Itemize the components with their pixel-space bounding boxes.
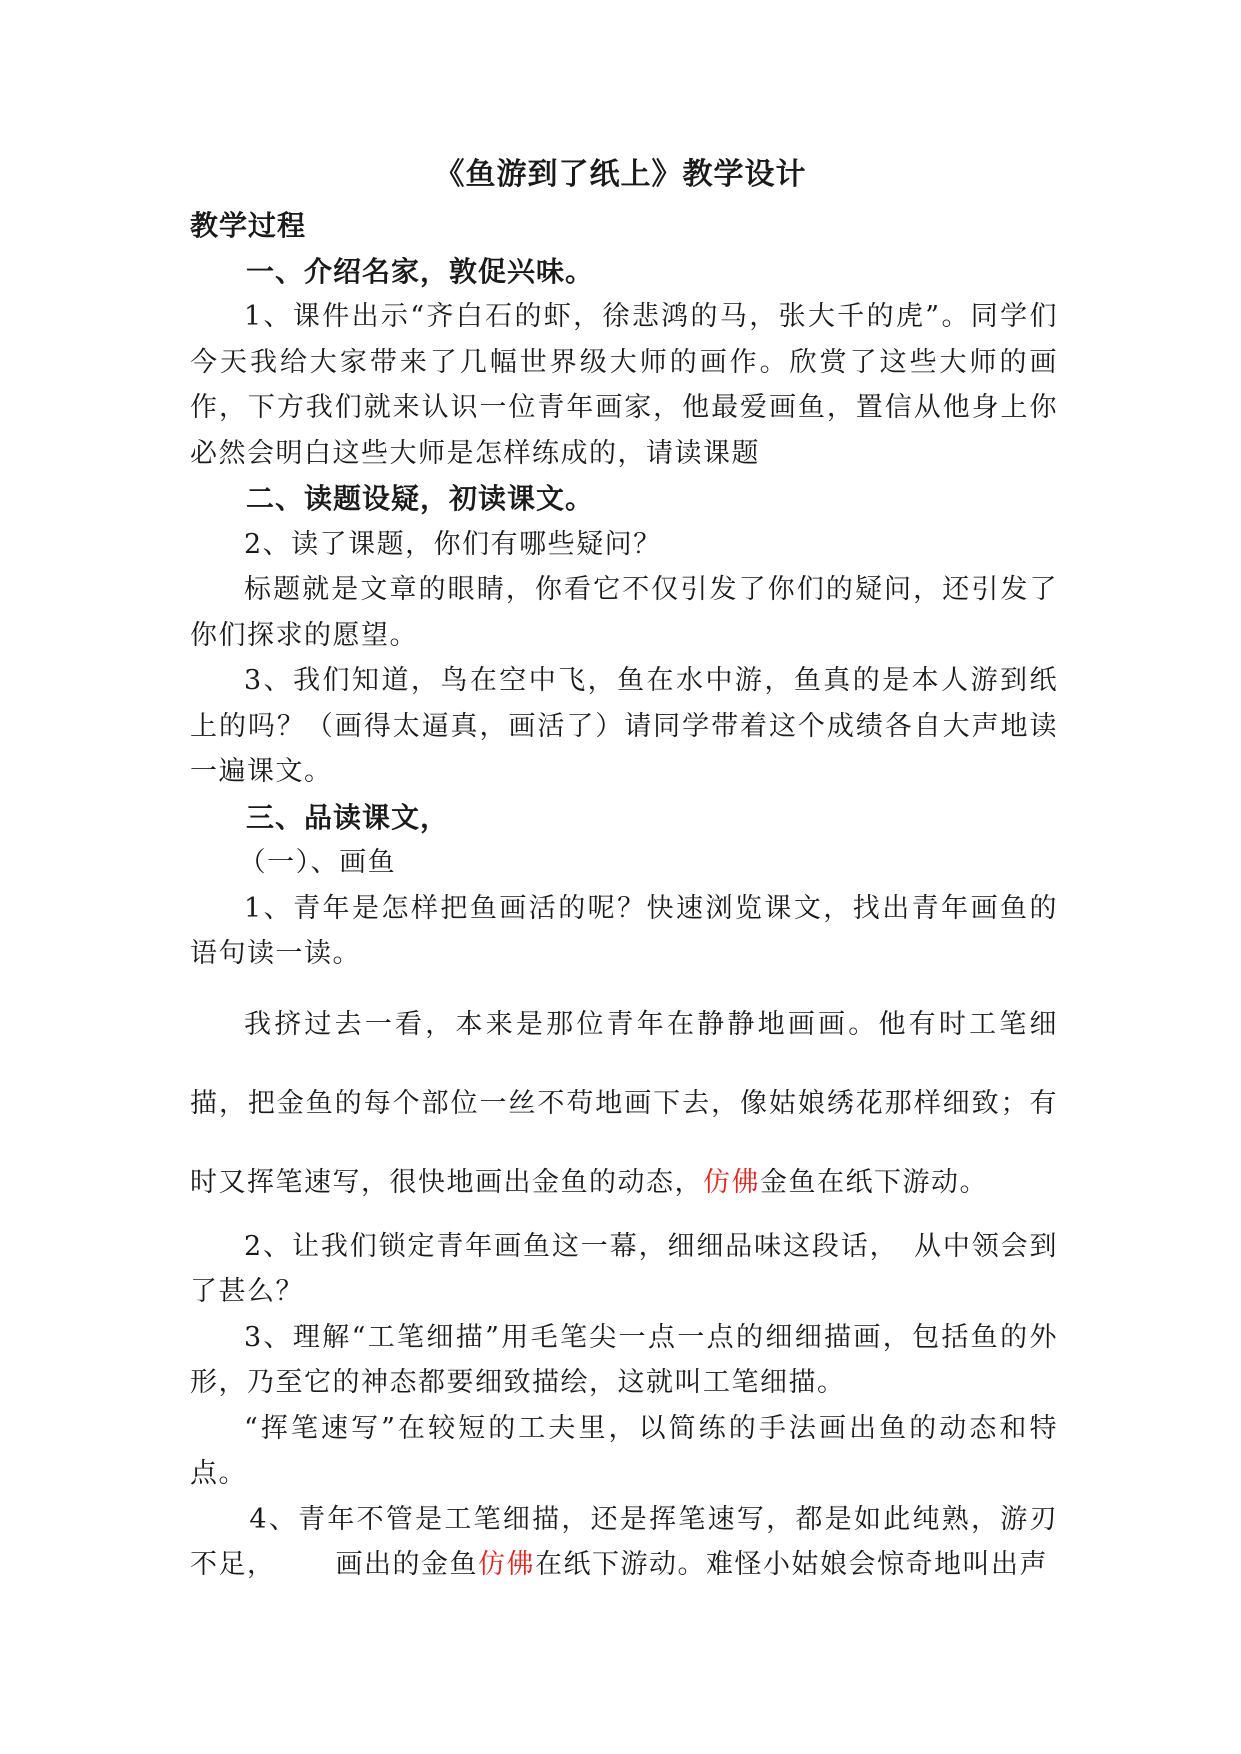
document-body — [190, 203, 1058, 1588]
paragraph5-text-middle: 画出的金鱼 — [335, 1549, 478, 1580]
part2-paragraph-1: 2、读了课题，你们有哪些疑问？ — [244, 528, 662, 560]
document-title: 《鱼游到了纸上》教学设计 — [434, 157, 807, 192]
paragraph5-text-before: 4、青年不管是工笔细描，还是挥笔速写，都是如此纯熟，游刃不足， — [190, 1503, 1058, 1580]
paragraph5-highlight: 仿佛 — [478, 1549, 535, 1580]
part3-paragraph-3: 3、理解“工笔细描”用毛笔尖一点一点的细细描画，包括鱼的外形，乃至它的神态都要细致描绘，这就叫工笔细描。 — [190, 1321, 1058, 1398]
quote-text-before: 我挤过去一看，本来是那位青年在静静地画画。他有时工笔细描，把金鱼的每个部位一丝不苟地画下去，像姑娘绣花那样细致；有时又挥笔速写，很快地画出金鱼的动态， — [190, 1008, 1058, 1198]
paragraph5-text-after: 在纸下游动。难怪小姑娘会惊奇地叫出声 — [535, 1549, 1048, 1580]
part3-heading: 三、品读课文， — [246, 800, 450, 834]
part3-paragraph-1: 1、青年是怎样把鱼画活的呢？快速浏览课文，找出青年画鱼的语句读一读。 — [190, 892, 1058, 969]
part3-paragraph-2: 2、让我们锁定青年画鱼这一幕，细细品味这段话， 从中领会到了甚么？ — [190, 1230, 1058, 1307]
part2-paragraph-2: 标题就是文章的眼睛，你看它不仅引发了你们的疑问，还引发了你们探求的愿望。 — [190, 574, 1058, 651]
part1-paragraph-1: 1、课件出示“齐白石的虾，徐悲鸿的马，张大千的虎”。同学们今天我给大家带来了几幅世界级大师的画作。欣赏了这些大师的画作，下方我们就来认识一位青年画家，他最爱画鱼，置信从他身上你必然会明白这些大师是怎样练成的，请读课题 — [190, 301, 1058, 469]
quoted-text-block — [190, 985, 1058, 1222]
part3-paragraph-4: “挥笔速写”在较短的工夫里，以简练的手法画出鱼的动态和特点。 — [190, 1412, 1058, 1489]
part2-heading: 二、读题设疑，初读课文。 — [246, 482, 595, 515]
part1-heading: 一、介绍名家，敦促兴味。 — [246, 254, 595, 288]
quote-text-after: 金鱼在纸下游动。 — [760, 1166, 988, 1198]
part3-paragraph-5 — [190, 1497, 1058, 1588]
section-label: 教学过程 — [190, 209, 307, 242]
part3-sub-heading: （一）、画鱼 — [238, 847, 397, 878]
part2-paragraph-3: 3、我们知道，鸟在空中飞，鱼在水中游，鱼真的是本人游到纸上的吗？（画得太逼真，画活了）请同学带着这个成绩各自大声地读一遍课文。 — [190, 665, 1058, 787]
quote-highlight: 仿佛 — [703, 1166, 760, 1198]
